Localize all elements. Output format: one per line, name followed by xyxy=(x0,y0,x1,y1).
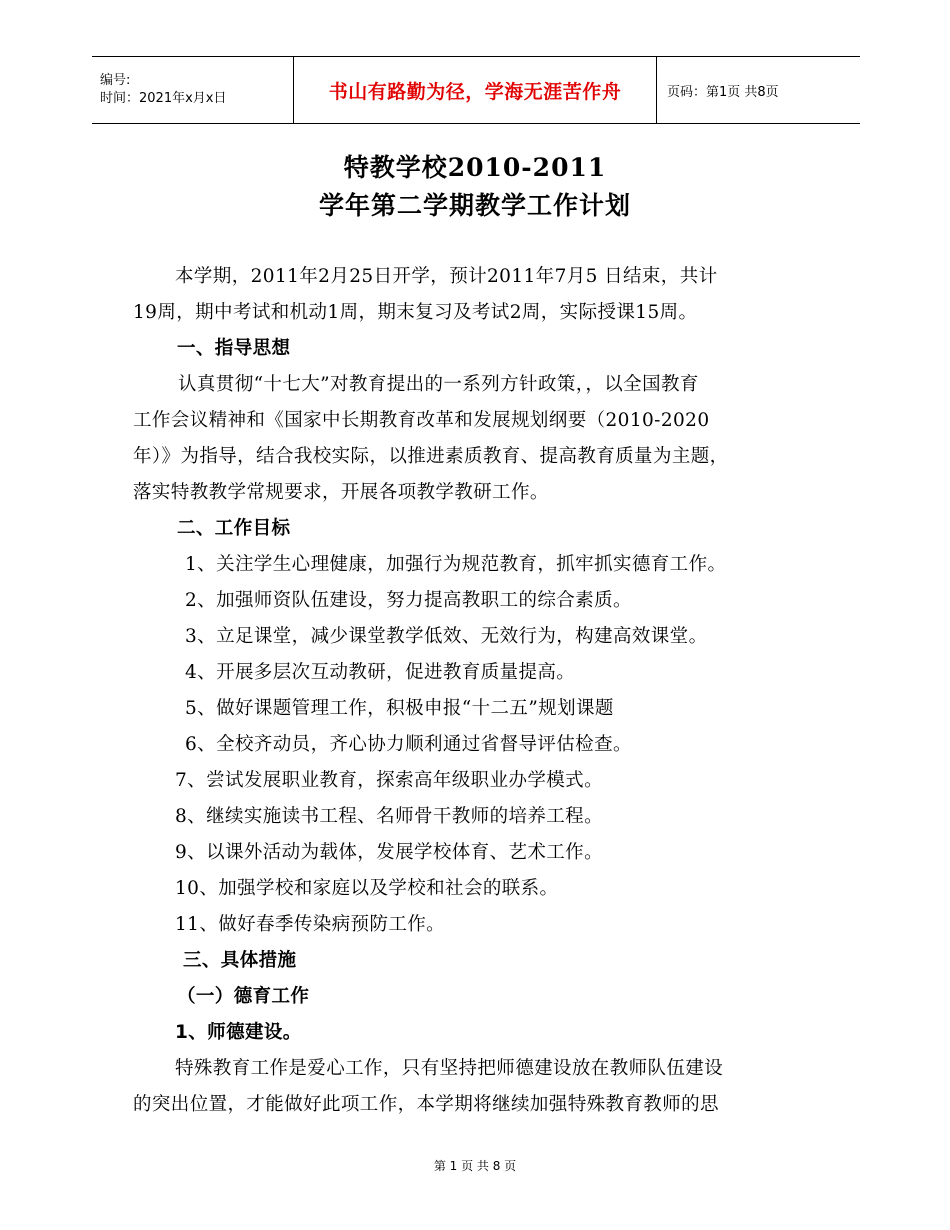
goal-item: 2、加强师资队伍建设，努力提高教职工的综合素质。 xyxy=(185,590,632,611)
goal-item: 6、全校齐动员，齐心协力顺利通过省督导评估检查。 xyxy=(185,734,632,755)
document-time: 时间：2021年x月x日 xyxy=(100,91,227,106)
page-footer: 第 1 页 共 8 页 xyxy=(433,1159,517,1173)
goal-item: 10、加强学校和家庭以及学校和社会的联系。 xyxy=(175,878,559,899)
section1-paragraph-line-3: 年）》为指导，结合我校实际，以推进素质教育、提高教育质量为主题， xyxy=(133,446,729,467)
section1-paragraph-line-1: 认真贯彻“十七大”对教育提出的一系列方针政策，，以全国教育 xyxy=(178,374,699,395)
goal-item: 9、以课外活动为载体，发展学校体育、艺术工作。 xyxy=(175,842,603,863)
goal-item: 5、做好课题管理工作，积极申报“十二五”规划课题 xyxy=(185,698,614,719)
item-heading-teacher-ethics: 1、师德建设。 xyxy=(175,1022,302,1043)
header-motto: 书山有路勤为径，学海无涯苦作舟 xyxy=(293,57,657,123)
page-header xyxy=(92,56,860,124)
section-heading-specific-measures: 三、具体措施 xyxy=(183,950,297,971)
document-title-line2: 学年第二学期教学工作计划 xyxy=(318,191,631,220)
section-heading-guiding-ideology: 一、指导思想 xyxy=(177,338,291,359)
goal-item: 7、尝试发展职业教育，探索高年级职业办学模式。 xyxy=(175,770,603,791)
item1-paragraph-line-2: 的突出位置，才能做好此项工作，本学期将继续加强特殊教育教师的思 xyxy=(133,1094,719,1115)
document-number-label: 编号: xyxy=(100,73,131,88)
section1-paragraph-line-2: 工作会议精神和《国家中长期教育改革和发展规划纲要（2010-2020 xyxy=(133,410,710,431)
document-title-line1: 特教学校2010-2011 xyxy=(343,153,607,182)
header-meta xyxy=(92,57,293,123)
item1-paragraph-line-1: 特殊教育工作是爱心工作，只有坚持把师德建设放在教师队伍建设 xyxy=(175,1058,724,1079)
goal-item: 1、关注学生心理健康，加强行为规范教育，抓牢抓实德育工作。 xyxy=(185,554,727,575)
header-page-info: 页码：第1页 共8页 xyxy=(667,84,779,100)
intro-line-1: 本学期，2011年2月25日开学，预计2011年7月5 日结束，共计 xyxy=(175,266,718,287)
goal-item: 3、立足课堂，减少课堂教学低效、无效行为，构建高效课堂。 xyxy=(185,626,708,647)
section-heading-work-goals: 二、工作目标 xyxy=(177,518,291,539)
section1-paragraph-line-4: 落实特教教学常规要求，开展各项教学教研工作。 xyxy=(133,482,549,503)
goal-item: 11、做好春季传染病预防工作。 xyxy=(175,914,446,935)
goal-item: 4、开展多层次互动教研，促进教育质量提高。 xyxy=(185,662,576,683)
subsection-heading-moral-education: （一）德育工作 xyxy=(177,986,310,1007)
goal-item: 8、继续实施读书工程、名师骨干教师的培养工程。 xyxy=(175,806,603,827)
intro-line-2: 19周，期中考试和机动1周，期末复习及考试2周，实际授课15周。 xyxy=(133,302,698,323)
